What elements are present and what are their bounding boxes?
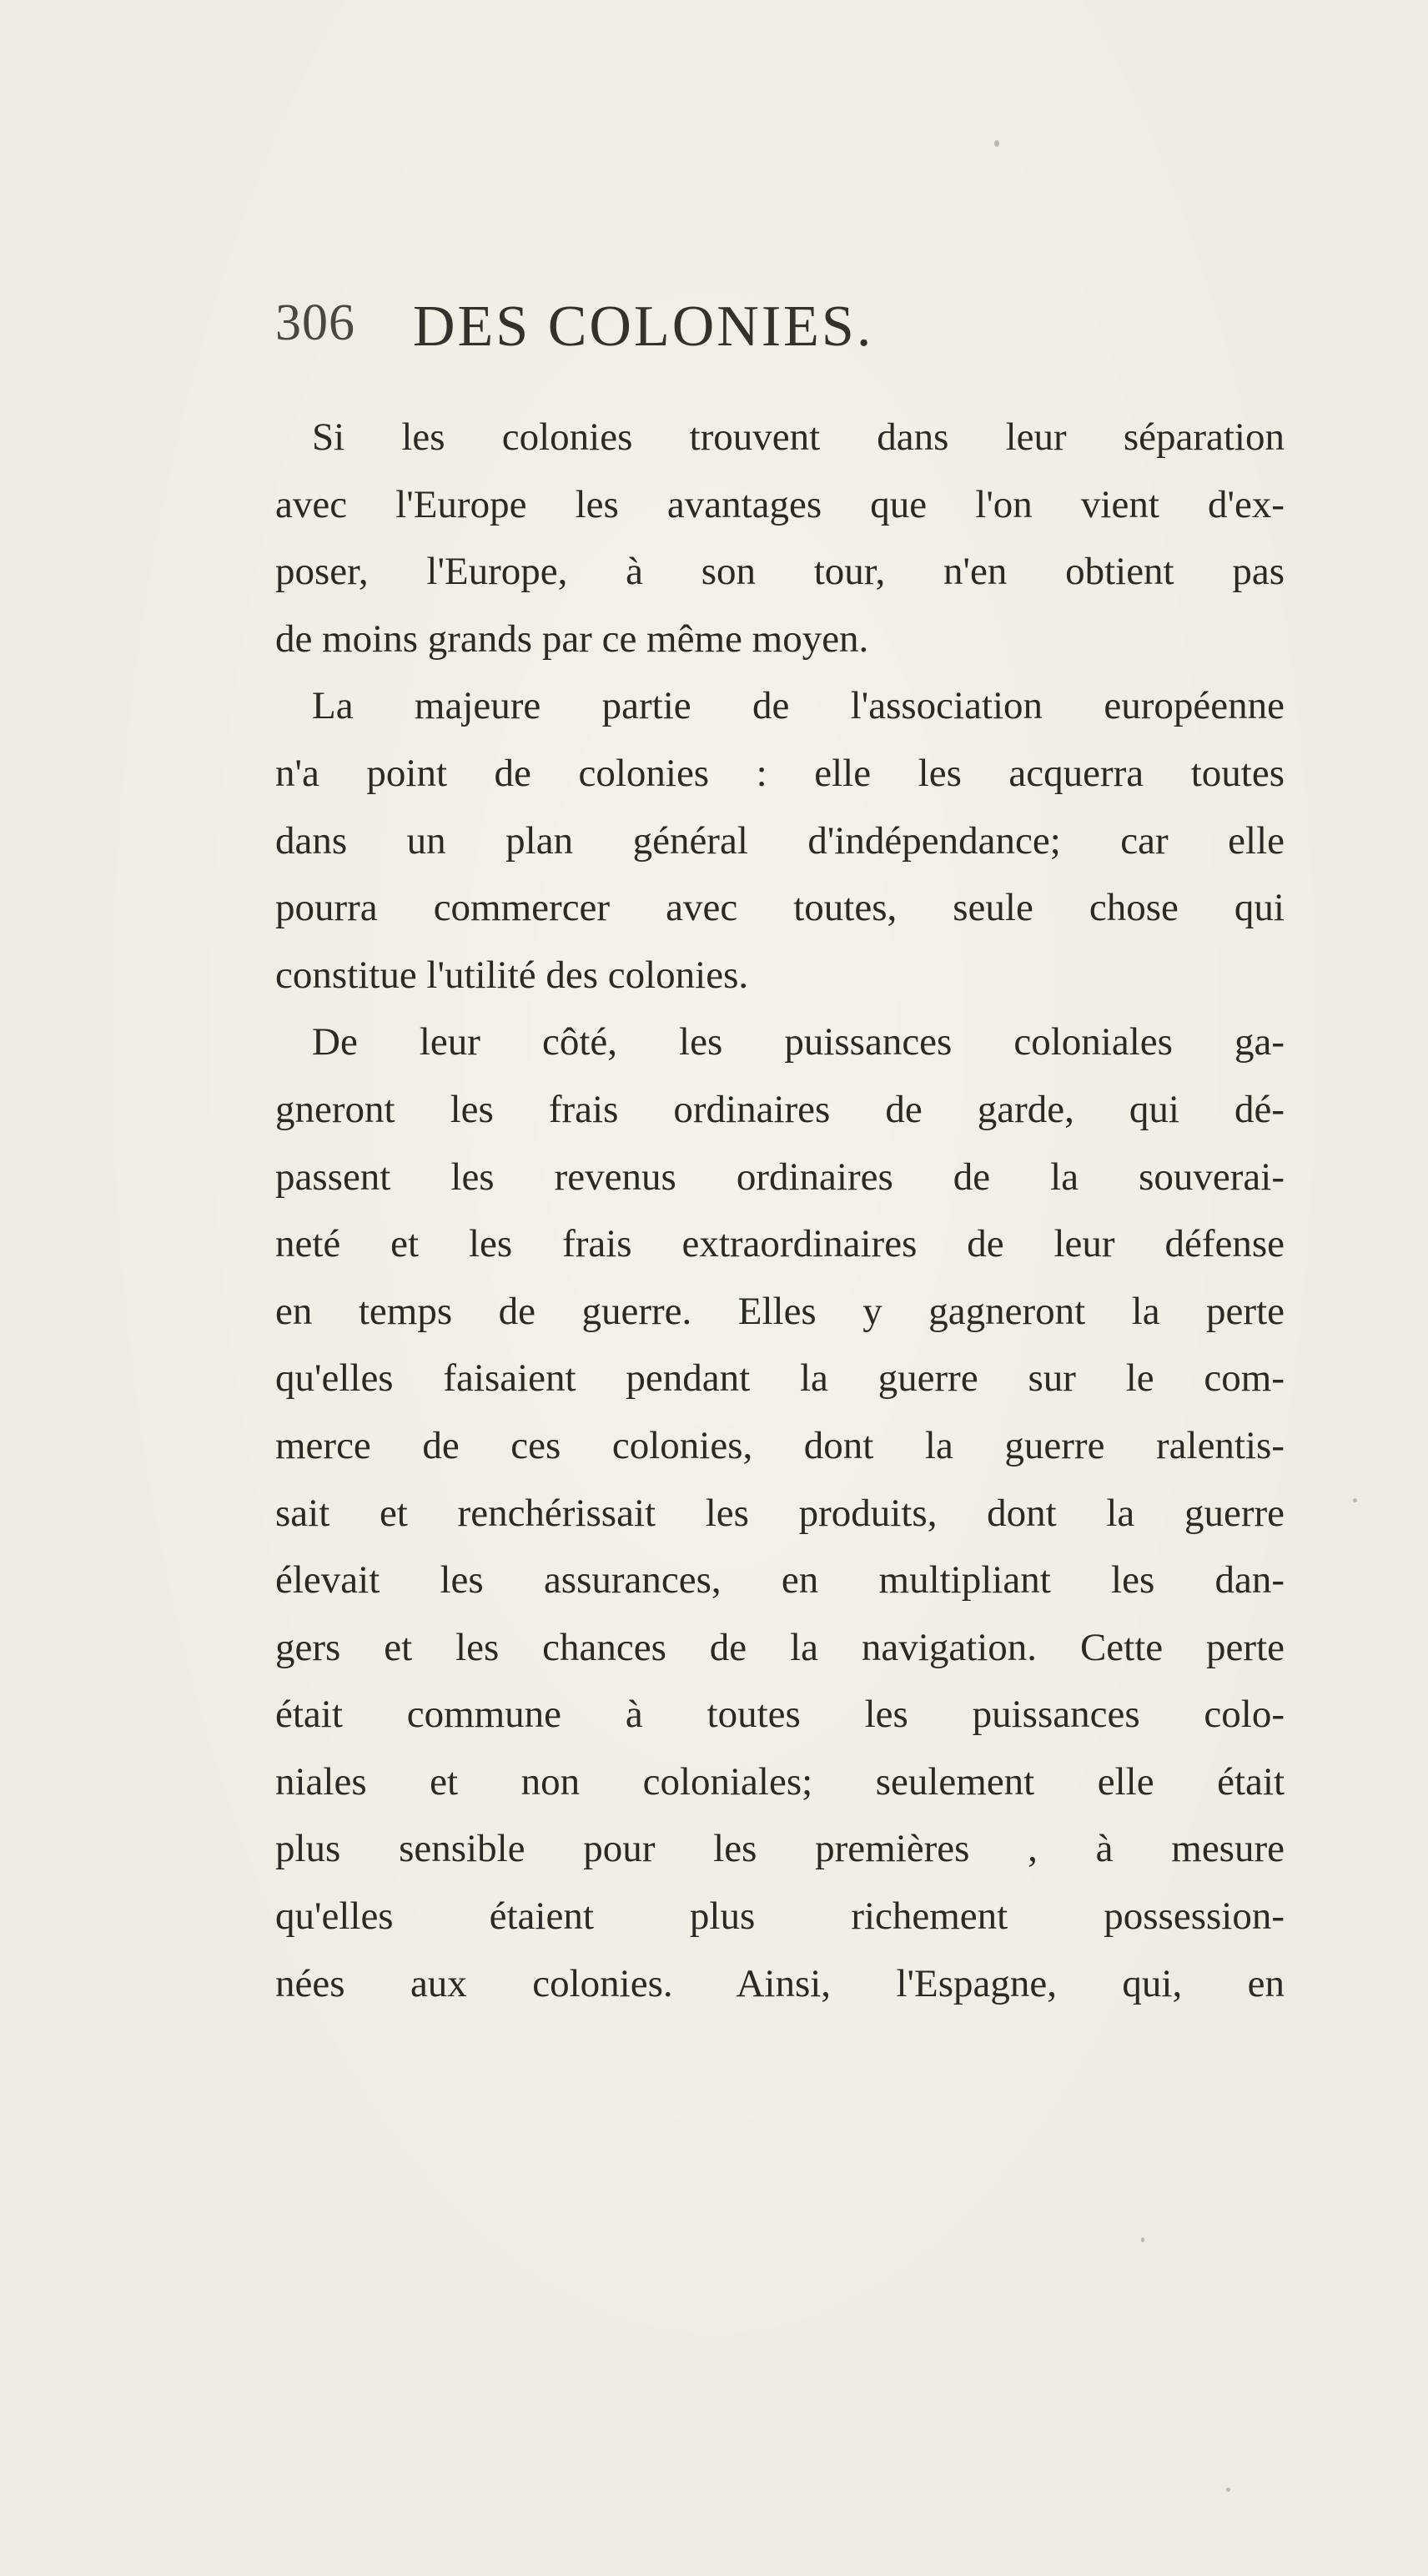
text-line: pourra commercer avec toutes, seule chose qui: [275, 886, 1285, 930]
text-line: La majeure partie de l'association européenne: [312, 684, 1285, 728]
text-line: de moins grands par ce même moyen.: [275, 616, 869, 661]
text-line: Si les colonies trouvent dans leur séparation: [312, 415, 1285, 459]
text-line: niales et non coloniales; seulement elle était: [275, 1759, 1285, 1804]
text-line: gneront les frais ordinaires de garde, qui dé-: [275, 1087, 1285, 1131]
text-line: dans un plan général d'indépendance; car elle: [275, 818, 1285, 863]
text-line: passent les revenus ordinaires de la souverai-: [275, 1155, 1285, 1199]
text-line: était commune à toutes les puissances colo-: [275, 1693, 1285, 1737]
text-line: n'a point de colonies : elle les acquerra toutes: [275, 751, 1285, 795]
text-line: neté et les frais extraordinaires de leur défense: [275, 1222, 1285, 1266]
body-text: [275, 404, 1285, 2017]
text-line: élevait les assurances, en multipliant les dan-: [275, 1558, 1285, 1602]
running-title: DES COLONIES.: [413, 294, 874, 359]
text-line: avec l'Europe les avantages que l'on vient d'ex-: [275, 482, 1285, 526]
paper-speck: [994, 140, 999, 147]
text-line: poser, l'Europe, à son tour, n'en obtient pas: [275, 550, 1285, 594]
text-line: qu'elles faisaient pendant la guerre sur le com-: [275, 1356, 1285, 1401]
paper-speck: [1141, 2237, 1144, 2242]
paper-speck: [1226, 2488, 1230, 2492]
text-line: plus sensible pour les premières , à mesure: [275, 1827, 1285, 1871]
paper-speck: [1353, 1498, 1357, 1502]
page-number: 306: [275, 294, 355, 351]
text-line: nées aux colonies. Ainsi, l'Espagne, qui, en: [275, 1961, 1285, 2005]
text-line: constitue l'utilité des colonies.: [275, 953, 749, 997]
text-line: gers et les chances de la navigation. Cette perte: [275, 1625, 1285, 1669]
text-line: en temps de guerre. Elles y gagneront la perte: [275, 1289, 1285, 1333]
text-line: merce de ces colonies, dont la guerre ralentis-: [275, 1423, 1285, 1467]
text-line: De leur côté, les puissances coloniales ga-: [312, 1020, 1285, 1064]
text-line: sait et renchérissait les produits, dont la guerre: [275, 1491, 1285, 1535]
text-line: qu'elles étaient plus richement possession-: [275, 1894, 1285, 1939]
page-header: [275, 294, 1151, 369]
